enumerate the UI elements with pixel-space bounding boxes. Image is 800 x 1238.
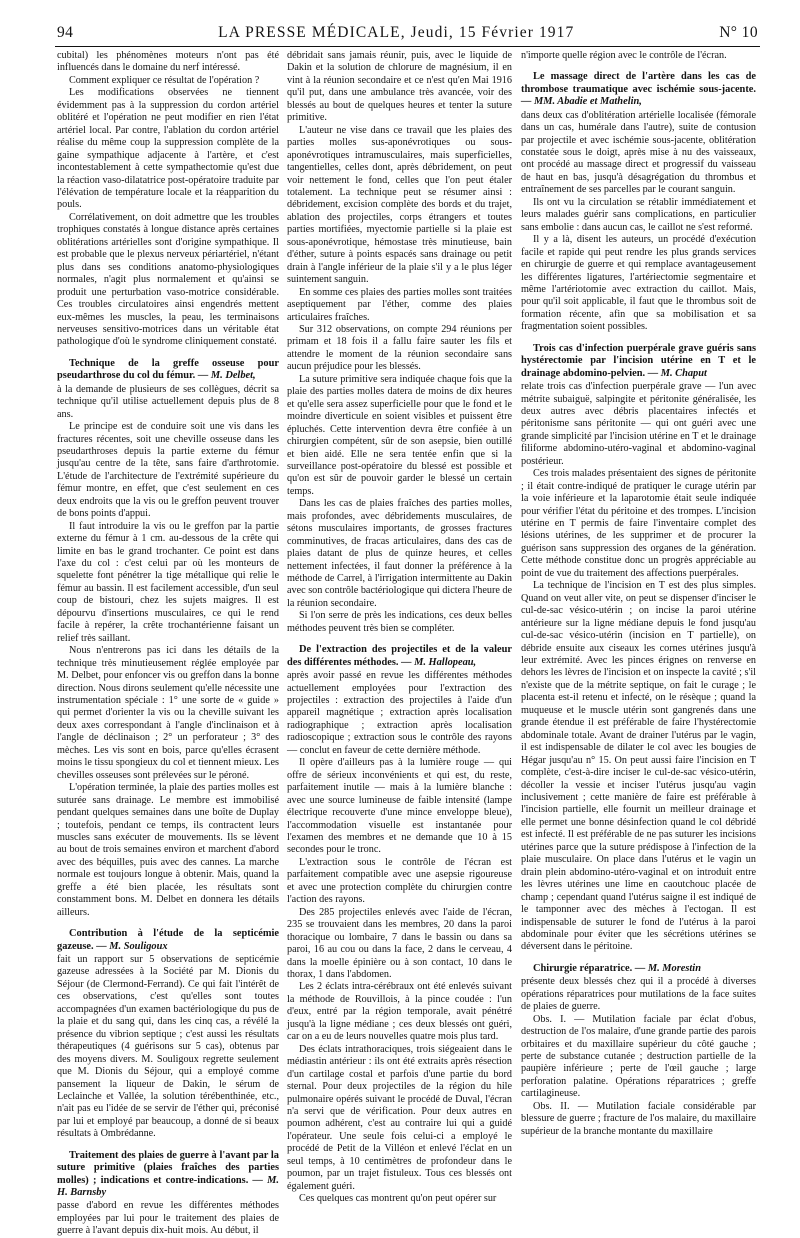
paragraph: Sur 312 observations, on compte 294 réunions per primam et 18 fois il a fallu faire sauter les fils et attendre le moment de la réunion secondaire sans aucun préjudice pour les blessés. [287,323,512,373]
paragraph: La technique de l'incision en T est des plus simples. Quand on veut aller vite, on peut se dispenser d'inciser le cul-de-sac vésico-utérin ; on incise la paroi utérine antérieure sur la ligne médiane depuis le fond jusqu'au cul-de-sac vésico-utérin (incision en T partielle), on débride ensuite aux ciseaux les cornes utérines jusqu'à leur extrémité. Avec les pinces érignes on renverse en dehors les lèvres de l'incision et on inspecte la cavité ; s'il n'existe que de la métrite septique, on fait le curage ; le placenta est-il retenu et infecté, on le résèque ; quand la muqueuse et le muscle utérin sont gangrenés dans une grande étendue il est préférable de faire l'hystérectomie abdominale totale. Avant de drainer l'utérus par le vagin, il est indispensable de dilater le col avec les bougies de Hégar jusqu'au n° 15. On peut aussi faire l'incision en T complète, c'est-à-dire inciser le cul-de-sac vésico-utérin, décoller la vessie et inciser l'utérus jusqu'au vagin inclusivement ; cette manière de faire est préférable à l'incision partielle, elle fournit un meilleur drainage et elle permet une bonne désinfection quand le col débridé est infecté. Il est préférable de ne pas suturer les incisions utérines parce que la suture prédispose à l'infection de la plaie musculaire. On place dans l'utérus et le vagin un drain plein abdomino-utéro-vaginal et on introduit entre les lèvres utérines une lime en caoutchouc placée de champ ; cependant quand l'utérus saigne il est indiqué de le tamponner avec des mèches à l'ectogan. Il est indispensable de suturer le fond de l'utérus à la paroi abdominale pour éviter que les sécrétions utérines se déversent dans le péritoine. [521,580,756,953]
paragraph: fait un rapport sur 5 observations de septicémie gazeuse adressées à la Société par M. Dionis du Séjour (de Clermond-Ferrand). Ce qui fait l'intérêt de ces observations, c'est qu'elles sont toutes accompagnées d'un examen bactériologique du pus de la plaie et du sang qui, dans les cinq cas, a révélé la présence du vibrion septique ; c'est aussi les résultats thérapeutiques (4 guérisons sur 5 cas), obtenus par des moyens divers. M. Souligoux regrette seulement que M. Dionis du Séjour, qui a employé comme pansement la liqueur de Dakin, le sérum de Leclainche et Vallée, la solution térébenthinée, etc., n'ait pas eu l'idée de se servir de l'éther qui, préconisé par lui et employé par beaucoup, a donné de si beaux résultats à Ombrédanne. [57,953,279,1140]
page-number: 94 [57,24,74,41]
paragraph: Ces trois malades présentaient des signes de péritonite ; il était contre-indiqué de pratiquer le curage utérin par la voie inférieure et la laparotomie était seule indiquée pour vérifier l'état du péritoine et des trompes. L'incision utérine en T permis de faire l'inventaire complet des lésions utérines, de les supprimer et de procurer la guérison sans suppression des organes de la génération. Cette méthode constitue donc un progrès appréciable au point de vue du traitement des affections puerpérales. [521,468,756,579]
heading-author: — M. Souligoux [96,940,168,952]
paragraph: L'auteur ne vise dans ce travail que les plaies des parties molles sus-aponévrotiques ou sous-aponévrotiques intramusculaires, mais superficielles, tangentielles, celles dont, après débridement, on peut voir nettement le fond, celles que l'on peut étaler totalement. La technique peut se résumer ainsi : débridement, excision complète des bords et du trajet, ablation des projectiles, corps étrangers et toutes parties mortifiées, myectomie partielle si la plaie est sous-aponévrotique, hémostase très minutieuse, bain d'éther, suture à points espacés sans drainage ou petit drain à l'angle inférieur de la plaie s'il y a le plus léger suintement sanguin. [287,124,512,286]
heading-author: — MM. Abadie et Mathelin, [521,96,642,108]
paragraph: L'extraction sous le contrôle de l'écran est parfaitement compatible avec une asepsie rigoureuse et avec une protection complète du chirurgien contre l'action des rayons. [287,856,512,906]
heading-author: — M. H. Barnsby [57,1174,279,1198]
heading-title: De l'extraction des projectiles et de la valeur des différentes méthodes. [287,644,512,668]
section-heading [521,963,756,975]
column-1 [57,50,279,1237]
journal-title: LA PRESSE MÉDICALE, Jeudi, 15 Février 1917 [218,24,575,41]
paragraph: Des éclats intrathoraciques, trois siégeaient dans le médiastin antérieur : ils ont été extraits après résection d'un cartilage costal et parfois d'une partie du bord sternal. Pour deux projectiles de la région du hile pulmonaire opérés suivant le procédé de Duval, l'écran n'a servi que de vérification. Pour deux autres en poumon adhérent, c'est au contraire lui qui a guidé l'opérateur. Une seule fois celui-ci a employé le procédé de Petit de la Villéon et enlevé l'éclat en un seul temps, à 10 centimètres de profondeur dans le poumon, par un trajet fistuleux. Tous ces blessés ont également guéri. [287,1043,512,1192]
heading-author: — M. Hallopeau, [401,656,477,668]
heading-author: — M. Delbet, [197,370,256,382]
paragraph: Le principe est de conduire soit une vis dans les fractures récentes, soit une cheville osseuse dans les pseudarthroses depuis la partie externe du fémur jusqu'au centre de la tête, sans faire d'arthrotomie. L'étude de l'architecture de l'extrémité supérieure du fémur montre, en effet, que c'est seulement en ces deux endroits que la vis ou le greffon peuvent trouver de bons points d'appui. [57,421,279,520]
paragraph: Comment expliquer ce résultat de l'opération ? [69,74,260,86]
paragraph: présente deux blessés chez qui il a procédé à diverses opérations réparatrices pour mutilations de la face suites de plaies de guerre. [521,976,756,1013]
paragraph: Il faut introduire la vis ou le greffon par la partie externe du fémur à 1 cm. au-dessous de la crête qui limite en bas le grand trochanter. Ce point est dans l'axe du col : c'est celui par où les monteurs de squelette font pénétrer la tige métallique qui relie le fémur au bassin. Il est facilement accessible, d'un seul coup de bistouri, chez les sujets maigres. Il est dépourvu d'insertions musculaires, ce qui le rend facile à repérer, la crête trochantérienne faisant un relief très saillant. [57,520,279,644]
paragraph: passe d'abord en revue les différentes méthodes employées par lui pour le traitement des plaies de guerre à l'avant depuis dix-huit mois. Au début, il [57,1200,279,1237]
heading-author: — M. Morestin [634,962,701,974]
paragraph: à la demande de plusieurs de ses collègues, décrit sa technique qu'il utilise actuellement depuis plus de 8 ans. [57,383,279,420]
heading-title: Chirurgie réparatrice. [533,962,633,974]
paragraph: Il y a là, disent les auteurs, un procédé d'exécution facile et rapide qui peut rendre les plus grands services en chirurgie de guerre et qui remplace avantageusement les différentes ligatures, l'artériectomie segmentaire et même l'artériotomie avec extraction du caillot. Mais, pour qu'il soit applicable, il faut que le thrombus soit de formation récente, afin que sa mobilisation et sa fragmentation soient possibles. [521,234,756,333]
paragraph: Dans les cas de plaies fraîches des parties molles, mais profondes, avec débridements musculaires, de sétons musculaires importants, de grosses fractures comminutives, de fracas articulaires, dans des cas de plaies datant de plus de quinze heures, et celles nettement infectées, il faut donner la préférence à la méthode de Carrel, à l'irrigation intermittente au Dakin avec son contrôle bactériologique qui dictera l'heure de la réunion secondaire. [287,498,513,609]
section-heading [287,644,512,669]
paragraph: Les 2 éclats intra-cérébraux ont été enlevés suivant la méthode de Rouvillois, à la pince coudée : l'un d'eux, entré par la région temporale, avait pénétré jusqu'à la ligne médiane ; ces deux blessés ont guéri, car on a eu de leurs nouvelles quatre mois plus tard. [287,981,512,1043]
section-heading [57,358,279,383]
paragraph: Obs. I. — Mutilation faciale par éclat d'obus, destruction de l'os malaire, d'une grande partie des parois orbitaires et du maxillaire supérieur du côté gauche ; perte de substance cutanée ; destruction partielle de la paupière inférieure ; perte de l'œil gauche ; large perforation palatine. Opérations réparatrices ; greffe cartilagineuse. [521,1013,756,1100]
paragraph: La suture primitive sera indiquée chaque fois que la plaie des parties molles datera de moins de dix heures et qu'elle sera assez superficielle pour que le fond et le moindre diverticule en soient visibles et puissent être épluchés. Cette intervention devra être confiée à un chirurgien compétent, sûr de son asepsie, bien outillé et bien aidé. Elle ne sera tentée enfin que si la surveillance post-opératoire du blessé est possible et qu'on est sûr de pouvoir garder le blessé un certain temps. [287,373,512,497]
heading-title: Technique de la greffe osseuse pour pseudarthrose du col du fémur. [57,357,279,382]
column-3 [521,50,756,1137]
header-rule [55,46,760,47]
paragraph: Ces quelques cas montrent qu'on peut opérer sur [299,1193,497,1205]
paragraph: Ils ont vu la circulation se rétablir immédiatement et leurs malades guérir sans complications, en particulier sans embolie : dans aucun cas, le caillot ne s'est reformé. [521,196,756,233]
paragraph: Des 285 projectiles enlevés avec l'aide de l'écran, 235 se trouvaient dans les membres, 20 dans la paroi thoracique ou lombaire, 7 dans le bassin ou dans sa paroi, 16 au cou ou dans la face, 2 dans le cerveau, 4 dans la moelle épinière ou à son contact, 10 dans le thorax, 1 dans l'abdomen. [287,906,512,980]
paragraph: L'opération terminée, la plaie des parties molles est suturée sans drainage. Le membre est immobilisé pendant quelques semaines dans une boîte de Duplay ; toutefois, pendant ce temps, ils contractent leurs muscles sans exécuter de mouvements. Ils se lèvent au bout de trois semaines environ et marchent d'abord avec des béquilles, puis avec des cannes. La marche normale est toujours longue à obtenir. Mais, quand la greffe a été bien placée, les résultats sont constamment bons. M. Delbet en donnera les détails ailleurs. [57,782,279,918]
issue-number: N° 10 [719,24,758,41]
paragraph: Les modifications observées ne tiennent évidemment pas à la suppression du cordon artériel oblitéré et l'opération ne peut modifier en rien l'état artériel local. Par contre, l'ablation du cordon artériel réalise du même coup la suppression complète de la gaine sympathique adjacente à l'artère, et c'est incontestablement à cette sympathectomie qu'est due la réaction vaso-dilatatrice post-opératoire traduite par l'élévation de température locale et la réapparition du pouls. [57,87,279,211]
heading-title: Trois cas d'infection puerpérale grave guéris sans hystérectomie par l'incision utérine en T et le drainage abdomino-pelvien. [521,342,756,379]
heading-title: Traitement des plaies de guerre à l'avant par la suture primitive (plaies fraîches des parties molles) ; indications et contre-indications. [57,1149,279,1186]
heading-title: Le massage direct de l'artère dans les cas de thrombose traumatique avec ischémie sous-jacente. [521,71,756,95]
paragraph: Obs. II. — Mutilation faciale considérable par blessure de guerre ; fracture de l'os malaire, du maxillaire supérieur de la branche montante du maxillaire [521,1100,756,1137]
paragraph: En somme ces plaies des parties molles sont traitées aseptiquement par l'éther, comme des plaies articulaires fraîches. [287,286,512,323]
heading-author: — M. Chaput [647,367,707,379]
heading-title: Contribution à l'étude de la septicémie gazeuse. [57,928,279,952]
paragraph: cubital) les phénomènes moteurs n'ont pas été influencés dans le domaine du nerf intéressé. [57,50,279,74]
page-header [57,22,758,44]
section-heading [57,1150,279,1200]
column-2 [287,50,513,1205]
paragraph: relate trois cas d'infection puerpérale grave — l'un avec métrite subaiguë, salpingite et péritonite généralisée, les deux autres avec débris placentaires infectés et péritonisme sans péritonite — qui ont guéri avec une grande simplicité par l'incision utérine en T et le drainage filiforme abdomino-utéro-vaginal et abdomino-vaginal postérieur. [521,381,756,467]
paragraph: Corrélativement, on doit admettre que les troubles trophiques constatés à longue distance après certaines oblitérations artérielles sont d'origine sympathique. Il est probable que le plexus nerveux périartériel, n'étant plus dans ses conditions anatomo-physiologiques normales, n'agit plus normalement et qu'ainsi se produit une perturbation vaso-motrice considérable. Ces troubles circulatoires ainsi engendrés mettent eux-mêmes les muscles, la peau, les terminaisons nerveuses sensitivo-motrices dans un véritable état pathologique d'où le syndrome cliniquement constaté. [57,211,279,348]
paragraph: dans deux cas d'oblitération artérielle localisée (fémorale dans un cas, humérale dans l'autre), suite de contusion par projectile et avec ischémie sous-jacente, oblitération constatée sous le doigt, après mise à nu des vaisseaux, ont procédé au massage direct et progressif du vaisseau de haut en bas, jusqu'à désagrégation du thrombus et entraînement de ses parcelles par le courant sanguin. [521,109,756,196]
paragraph: Il opère d'ailleurs pas à la lumière rouge — qui offre de sérieux inconvénients et qui est, du reste, parfaitement inutile — mais à la lumière blanche : avec une source lumineuse de faible intensité (lampe électrique recouverte d'une mince enveloppe bleue), l'accommodation visuelle est instantanée pour l'examen des membres et ne demande que 10 à 15 secondes pour le tronc. [287,757,512,856]
paragraph: débridait sans jamais réunir, puis, avec le liquide de Dakin et la solution de chlorure de magnésium, il en vint à la réunion secondaire et ce n'est qu'en Mai 1916 qu'il put, dans une ambulance très avancée, voir des blessés au bout de quelques heures et tenter la suture primitive. [287,50,512,124]
paragraph: n'importe quelle région avec le contrôle de l'écran. [521,50,727,61]
section-heading [521,343,756,380]
section-heading [57,928,279,953]
section-heading [521,71,756,108]
paragraph: après avoir passé en revue les différentes méthodes actuellement employées pour l'extraction des projectiles : extraction des projectiles à l'aide d'un appareil magnétique ; extraction après localisation radiographique ; extraction après localisation radioscopique ; extraction sous le contrôle des rayons — conclut en faveur de cette dernière méthode. [287,670,512,756]
paragraph: Si l'on serre de près les indications, ces deux belles méthodes peuvent très bien se compléter. [287,610,512,634]
paragraph: Nous n'entrerons pas ici dans les détails de la technique très minutieusement réglée employée par M. Delbet, pour enfoncer vis ou greffon dans la bonne direction. Nous dirons seulement qu'elle nécessite une instrumentation spéciale : 1° une sorte de « guide » qui permet d'orienter la vis ou la cheville suivant les deux axes correspondant à l'angle d'inclinaison et à l'angle de déclinaison ; 2° un perforateur ; 3° des mèches. Les vis sont en bois, parce qu'elles écrasent moins le tissu spongieux du col et tiennent mieux. Les chevilles osseuses sont prélevées sur le péroné. [57,645,279,781]
